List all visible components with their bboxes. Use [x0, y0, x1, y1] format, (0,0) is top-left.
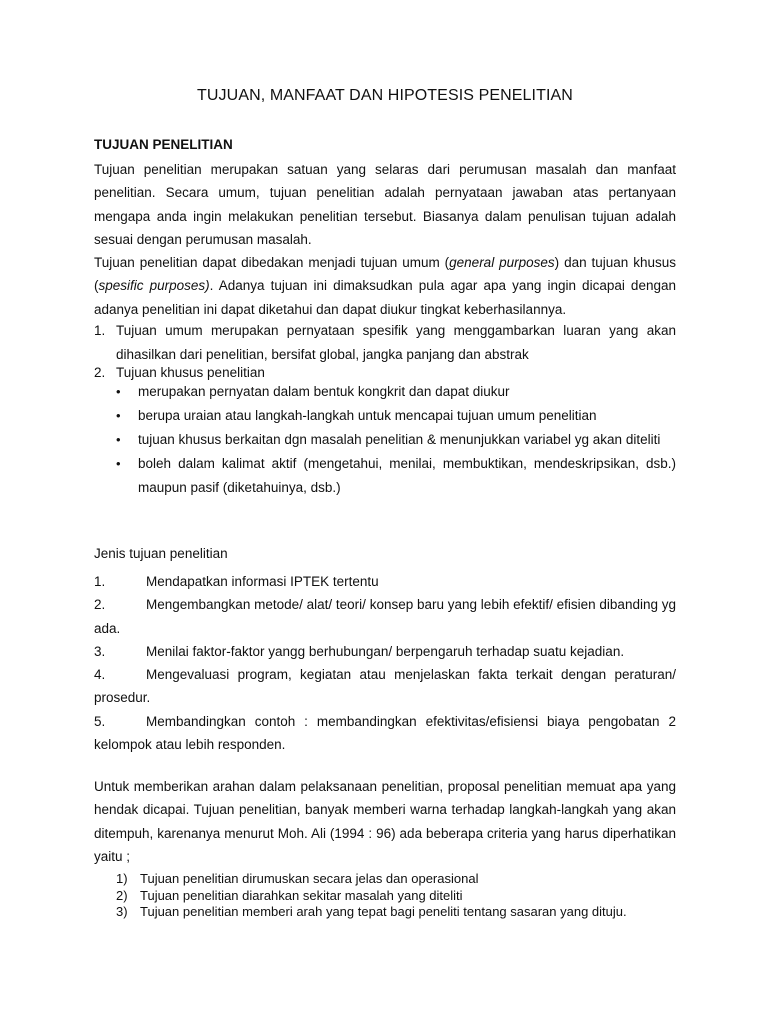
bullet-item [116, 404, 676, 428]
list-number: 1) [116, 871, 128, 886]
document-page [94, 0, 676, 1024]
list-item [94, 570, 676, 593]
list-item-text: Tujuan penelitian diarahkan sekitar masalah yang diteliti [140, 887, 463, 903]
bullet-icon: • [116, 456, 121, 471]
section-heading: TUJUAN PENELITIAN [94, 137, 233, 152]
list-item-text: Tujuan penelitian memberi arah yang tepat bagi peneliti tentang sasaran yang dituju. [140, 904, 627, 919]
list-item-text: Tujuan penelitian dirumuskan secara jelas dan operasional [140, 871, 479, 886]
purpose-types-list [94, 319, 676, 379]
paragraph-purposes-part3: . Adanya tujuan ini dimaksudkan pula agar apa yang ingin dicapai dengan adanya penelitian ini dapat diketahui dan dapat diukur tingkat keberhasilannya. [94, 278, 676, 317]
list-number: 1. [94, 574, 106, 589]
spesific-purposes-term: spesific purposes) [98, 278, 210, 294]
document-title: TUJUAN, MANFAAT DAN HIPOTESIS PENELITIAN [197, 87, 573, 104]
paragraph-criteria: Untuk memberikan arahan dalam pelaksanaan penelitian, proposal penelitian memuat apa yang hendak dicapai. Tujuan penelitian, banyak memberi warna terhadap langkah-langkah yang akan ditempuh, karenanya menurut Moh. Ali (1994 : 96) ada beberapa criteria yang harus diperhatikan yaitu ; [94, 779, 676, 864]
specific-purpose-bullets [116, 380, 676, 500]
list-item-text: Mendapatkan informasi IPTEK tertentu [146, 574, 379, 589]
list-item-text: Mengembangkan metode/ alat/ teori/ konsep baru yang lebih efektif/ efisien dibanding yg ada. [94, 597, 676, 636]
paragraph-purposes [94, 251, 676, 321]
list-item [94, 593, 676, 640]
bullet-icon: • [116, 384, 121, 399]
bullet-item [116, 380, 676, 404]
bullet-item [116, 428, 676, 452]
list-item [94, 710, 676, 757]
general-purposes-term: general purposes [449, 255, 555, 270]
list-item [94, 367, 676, 379]
list-item-text: Tujuan umum merupakan pernyataan spesifik yang menggambarkan luaran yang akan dihasilkan dari penelitian, bersifat global, jangka panjang dan abstrak [116, 323, 676, 362]
list-item [94, 888, 676, 905]
paragraph-purposes-part1: Tujuan penelitian dapat dibedakan menjadi tujuan umum ( [94, 255, 450, 270]
criteria-list [94, 871, 676, 921]
list-number: 3) [116, 904, 128, 919]
list-item-text: Mengevaluasi program, kegiatan atau menjelaskan fakta terkait dengan peraturan/ prosedur. [94, 667, 676, 706]
list-item [94, 663, 676, 710]
list-item-text: Menilai faktor-faktor yangg berhubungan/ berpengaruh terhadap suatu kejadian. [146, 643, 625, 659]
list-number: 2. [94, 365, 106, 380]
bullet-item [116, 452, 676, 500]
list-item-text: Membandingkan contoh : membandingkan efektivitas/efisiensi biaya pengobatan 2 kelompok atau lebih responden. [94, 713, 676, 753]
list-number: 3. [94, 643, 106, 659]
jenis-heading: Jenis tujuan penelitian [94, 546, 228, 561]
list-number: 4. [94, 667, 106, 683]
bullet-text: berupa uraian atau langkah-langkah untuk mencapai tujuan umum penelitian [138, 408, 597, 423]
bullet-text: boleh dalam kalimat aktif (mengetahui, menilai, membuktikan, mendeskripsikan, dsb.) maupun pasif (diketahuinya, dsb.) [138, 456, 676, 495]
paragraph-purposes-part2: ) dan tujuan khusus ( [94, 255, 676, 294]
list-item [94, 904, 676, 921]
list-number: 2) [116, 887, 128, 903]
list-item [94, 871, 676, 888]
list-number: 1. [94, 323, 106, 338]
list-item [94, 640, 676, 663]
list-item-text: Tujuan khusus penelitian [116, 365, 265, 380]
bullet-text: tujuan khusus berkaitan dgn masalah penelitian & menunjukkan variabel yg akan diteliti [138, 432, 661, 447]
paragraph-intro: Tujuan penelitian merupakan satuan yang selaras dari perumusan masalah dan manfaat penelitian. Secara umum, tujuan penelitian adalah pernyataan jawaban atas pertanyaan mengapa anda ingin melakukan penelitian tersebut. Biasanya dalam penulisan tujuan adalah sesuai dengan perumusan masalah. [94, 162, 676, 247]
research-goal-types-list [94, 570, 676, 756]
list-number: 2. [94, 597, 106, 613]
bullet-icon: • [116, 408, 121, 423]
list-item [94, 319, 676, 367]
list-number: 5. [94, 713, 106, 729]
bullet-icon: • [116, 432, 121, 447]
bullet-text: merupakan pernyatan dalam bentuk kongkrit dan dapat diukur [138, 384, 510, 399]
